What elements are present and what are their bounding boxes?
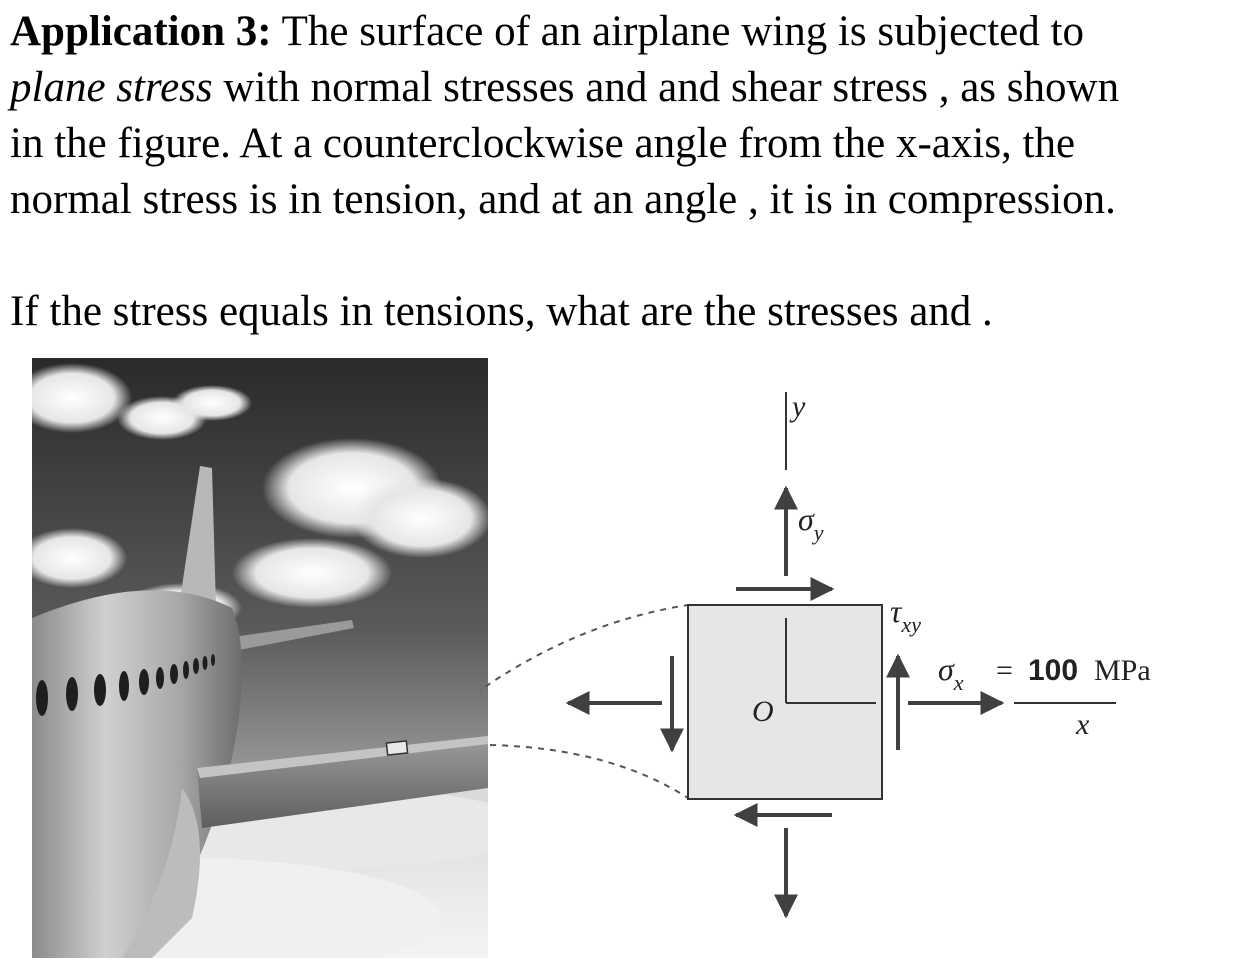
sigma-x-unit: MPa <box>1094 654 1151 687</box>
connector-line-bottom <box>490 745 688 798</box>
y-axis-label: y <box>792 390 806 423</box>
origin-label: O <box>752 695 774 728</box>
sigma-x-label: $\sigma_x$ <box>938 651 964 695</box>
problem-heading: Application 3: <box>10 8 272 55</box>
equals-sign: = <box>996 654 1013 687</box>
sigma-x-value: 100 <box>1028 654 1079 687</box>
problem-statement <box>10 4 1258 340</box>
problem-line-3: in the figure. At a counterclockwise angle from the x-axis, the <box>10 120 1076 167</box>
plane-stress-term: plane stress <box>10 64 213 111</box>
airplane-wing-photo <box>32 358 488 958</box>
problem-line-2: plane stress with normal stresses and and shear stress , as shown <box>10 64 1120 111</box>
tau-xy-label: $\tau_{xy}$ <box>890 593 921 637</box>
stress-element-marker <box>386 741 407 755</box>
problem-question: If the stress equals in tensions, what are the stresses and . <box>10 288 993 335</box>
stress-element-diagram <box>480 358 1260 958</box>
problem-line-4: normal stress is in tension, and at an angle , it is in compression. <box>10 176 1116 223</box>
x-axis-label: x <box>1076 708 1090 741</box>
connector-line-top <box>480 605 688 746</box>
sigma-y-label: $\sigma_y$ <box>798 501 824 545</box>
problem-line-1: Application 3: The surface of an airplane wing is subjected to <box>10 8 1084 55</box>
